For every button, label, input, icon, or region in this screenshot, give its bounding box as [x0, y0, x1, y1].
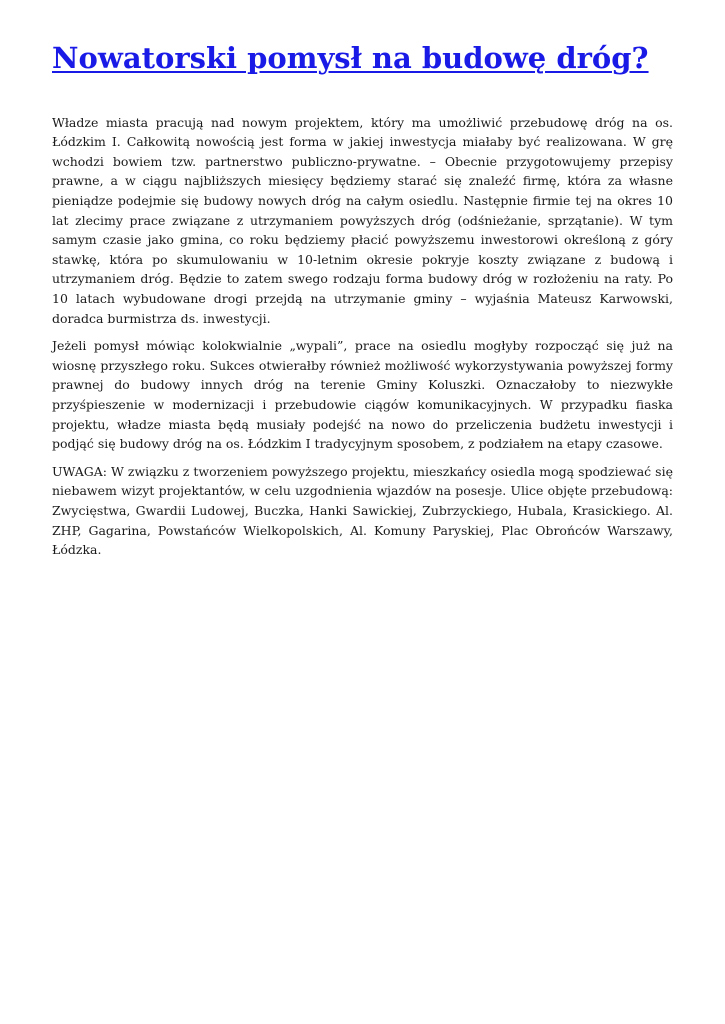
article-page [52, 40, 673, 568]
article-paragraph-2: Jeżeli pomysł mówiąc kolokwialnie „wypali”, prace na osiedlu mogłyby rozpocząć się już na wiosnę przyszłego roku. Sukces otwierałby również możliwość wykorzystywania powyższej formy prawnej do budowy innych dróg na terenie Gminy Koluszki. Oznaczałoby to niezwykłe przyśpieszenie w modernizacji i przebudowie ciągów komunikacyjnych. W przypadku fiaska projektu, władze miasta będą musiały podejść na nowo do przeliczenia budżetu inwestycji i podjąć się budowy dróg na os. Łódzkim I tradycyjnym sposobem, z podziałem na etapy czasowe. [52, 338, 673, 452]
article-title [52, 40, 673, 78]
article-body [52, 113, 673, 560]
article-paragraph-3: UWAGA: W związku z tworzeniem powyższego projektu, mieszkańcy osiedla mogą spodziewać się niebawem wizyt projektantów, w celu uzgodnienia wjazdów na posesje. Ulice objęte przebudową: Zwycięstwa, Gwardii Ludowej, Buczka, Hanki Sawickiej, Zubrzyckiego, Hubala, Krasickiego. Al. ZHP, Gagarina, Powstańców Wielkopolskich, Al. Komuny Paryskiej, Plac Obrońców Warszawy, Łódzka. [52, 463, 673, 558]
article-paragraph-1: Władze miasta pracują nad nowym projektem, który ma umożliwić przebudowę dróg na os. Łódzkim I. Całkowitą nowością jest forma w jakiej inwestycja miałaby być realizowana. W grę wchodzi bowiem tzw. partnerstwo publiczno-prywatne. – Obecnie przygotowujemy przepisy prawne, a w ciągu najbliższych miesięcy będziemy starać się znaleźć firmę, która za własne pieniądze podejmie się budowy nowych dróg na całym osiedlu. Następnie firmie tej na okres 10 lat zlecimy prace związane z utrzymaniem powyższych dróg (odśnieżanie, sprzątanie). W tym samym czasie jako gmina, co roku będziemy płacić powyższemu inwestorowi określoną z góry stawkę, która po skumulowaniu w 10-letnim okresie pokryje koszty związane z budową i utrzymaniem dróg. Będzie to zatem swego rodzaju forma budowy dróg w rozłożeniu na raty. Po 10 latach wybudowane drogi przejdą na utrzymanie gminy – wyjaśnia Mateusz Karwowski, doradca burmistrza ds. inwestycji. [52, 114, 673, 326]
article-title-link[interactable]: Nowatorski pomysł na budowę dróg? [52, 41, 649, 75]
